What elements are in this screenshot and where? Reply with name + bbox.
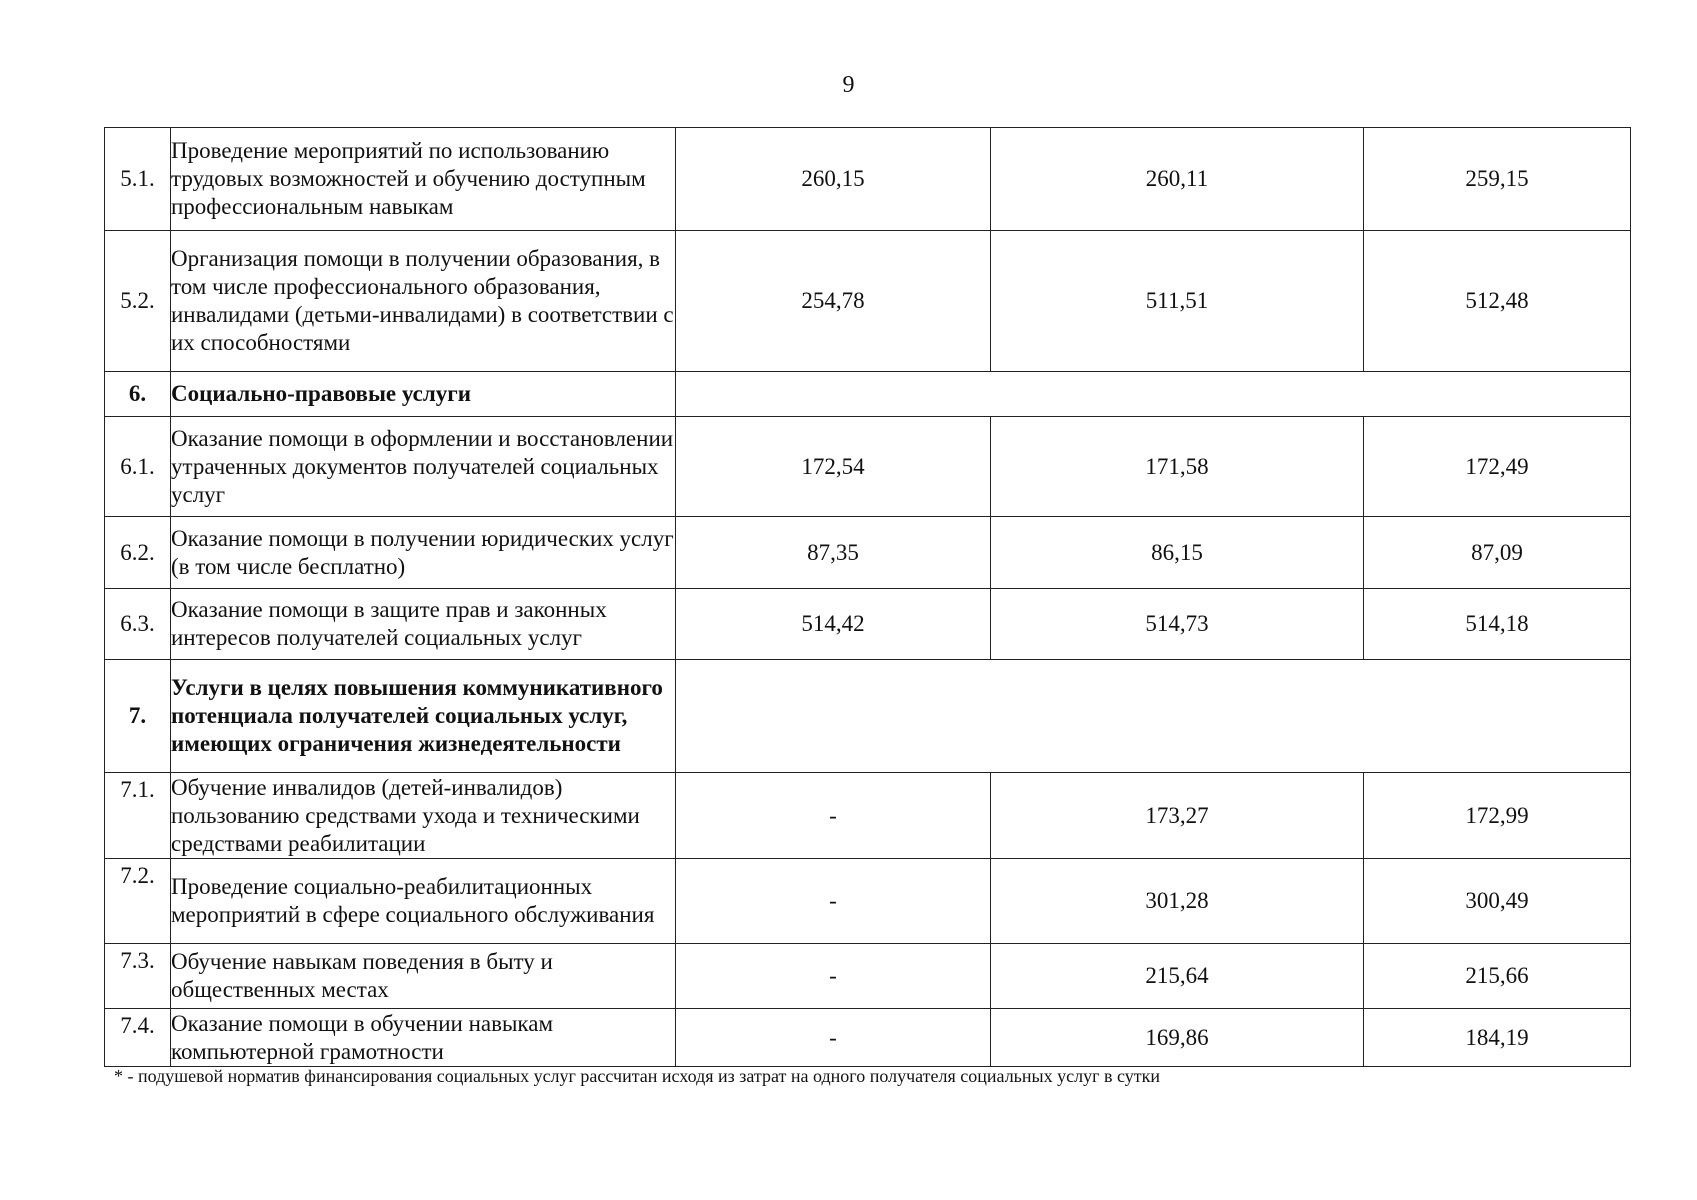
value-cell: 169,86 xyxy=(991,1009,1364,1067)
row-number: 5.2. xyxy=(105,231,171,372)
value-cell: 87,35 xyxy=(676,517,991,589)
value-cell: 514,42 xyxy=(676,589,991,660)
value-cell: 215,64 xyxy=(991,944,1364,1009)
value-cell: 514,73 xyxy=(991,589,1364,660)
page-number: 9 xyxy=(842,72,855,98)
value-cell: 172,99 xyxy=(1364,773,1631,859)
table-row xyxy=(105,859,1631,944)
row-number: 7.3. xyxy=(105,944,171,1009)
section-empty-cell xyxy=(676,372,1631,417)
row-number: 6.1. xyxy=(105,417,171,517)
row-number: 6.2. xyxy=(105,517,171,589)
section-number: 7. xyxy=(105,660,171,773)
tariff-table xyxy=(104,127,1631,1067)
value-cell: 512,48 xyxy=(1364,231,1631,372)
value-cell: 87,09 xyxy=(1364,517,1631,589)
service-name: Оказание помощи в получении юридических услуг (в том числе бесплатно) xyxy=(171,517,676,589)
service-name: Оказание помощи в оформлении и восстановлении утраченных документов получателей социальных услуг xyxy=(171,417,676,517)
value-cell: - xyxy=(676,859,991,944)
footnote: * - подушевой норматив финансирования социальных услуг рассчитан исходя из затрат на одного получателя социальных услуг в сутки xyxy=(114,1066,1160,1086)
value-cell: 184,19 xyxy=(1364,1009,1631,1067)
table-row xyxy=(105,231,1631,372)
value-cell: 172,54 xyxy=(676,417,991,517)
row-number: 7.2. xyxy=(105,859,171,944)
row-number: 5.1. xyxy=(105,128,171,231)
table-row xyxy=(105,773,1631,859)
table-row xyxy=(105,944,1631,1009)
value-cell: 259,15 xyxy=(1364,128,1631,231)
value-cell: 172,49 xyxy=(1364,417,1631,517)
value-cell: 171,58 xyxy=(991,417,1364,517)
value-cell: 173,27 xyxy=(991,773,1364,859)
section-number: 6. xyxy=(105,372,171,417)
table-row xyxy=(105,1009,1631,1067)
value-cell: 260,11 xyxy=(991,128,1364,231)
value-cell: 301,28 xyxy=(991,859,1364,944)
row-number: 7.1. xyxy=(105,773,171,859)
table-row xyxy=(105,589,1631,660)
value-cell: 260,15 xyxy=(676,128,991,231)
table-row xyxy=(105,517,1631,589)
service-name: Обучение навыкам поведения в быту и общественных местах xyxy=(171,944,676,1009)
service-name: Организация помощи в получении образования, в том числе профессионального образования, инвалидами (детьми-инвалидами) в соответствии с их способностями xyxy=(171,231,676,372)
value-cell: 86,15 xyxy=(991,517,1364,589)
service-name: Обучение инвалидов (детей-инвалидов) пользованию средствами ухода и техническими средствами реабилитации xyxy=(171,773,676,859)
value-cell: 514,18 xyxy=(1364,589,1631,660)
value-cell: 215,66 xyxy=(1364,944,1631,1009)
value-cell: 254,78 xyxy=(676,231,991,372)
value-cell: - xyxy=(676,773,991,859)
service-name: Оказание помощи в защите прав и законных интересов получателей социальных услуг xyxy=(171,589,676,660)
value-cell: 511,51 xyxy=(991,231,1364,372)
table-row xyxy=(105,128,1631,231)
value-cell: 300,49 xyxy=(1364,859,1631,944)
table-row xyxy=(105,417,1631,517)
value-cell: - xyxy=(676,1009,991,1067)
row-number: 7.4. xyxy=(105,1009,171,1067)
value-cell: - xyxy=(676,944,991,1009)
service-name: Проведение мероприятий по использованию трудовых возможностей и обучению доступным профессиональным навыкам xyxy=(171,128,676,231)
service-name: Оказание помощи в обучении навыкам компьютерной грамотности xyxy=(171,1009,676,1067)
section-title: Услуги в целях повышения коммуникативного потенциала получателей социальных услуг, имеющих ограничения жизнедеятельности xyxy=(171,660,676,773)
section-title: Социально-правовые услуги xyxy=(171,372,676,417)
row-number: 6.3. xyxy=(105,589,171,660)
section-row xyxy=(105,372,1631,417)
section-empty-cell xyxy=(676,660,1631,773)
section-row xyxy=(105,660,1631,773)
service-name: Проведение социально-реабилитационных мероприятий в сфере социального обслуживания xyxy=(171,859,676,944)
